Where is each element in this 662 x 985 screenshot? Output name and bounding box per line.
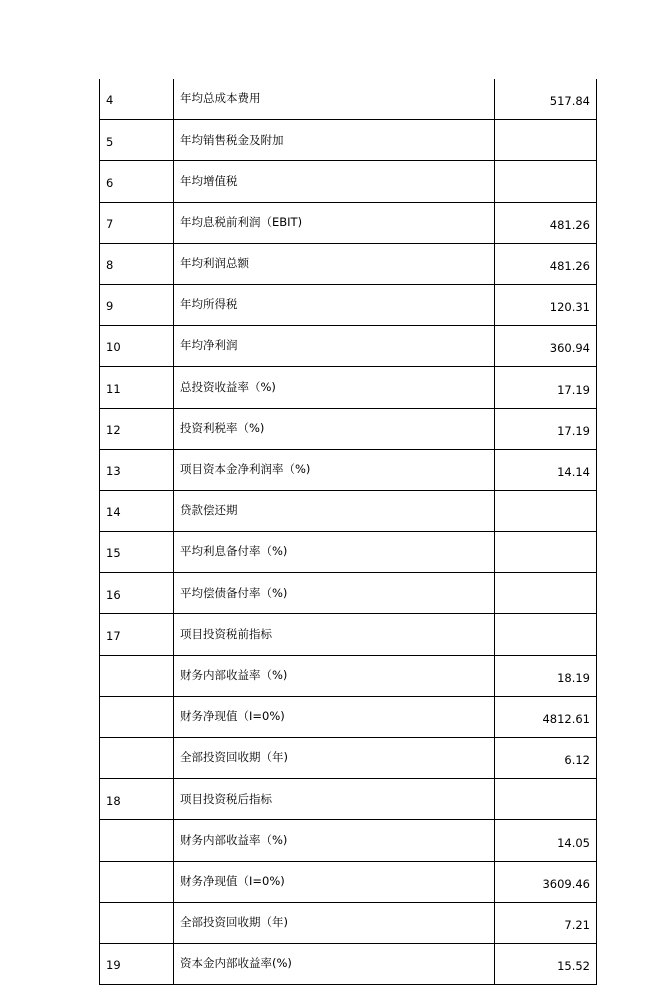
- row-number-cell: 11: [100, 367, 174, 408]
- row-value-cell: [495, 532, 597, 573]
- row-name-cell: 年均总成本费用: [174, 79, 495, 120]
- row-number-cell: 10: [100, 326, 174, 367]
- row-value-cell: 120.31: [495, 284, 597, 325]
- row-value-cell: 6.12: [495, 738, 597, 779]
- row-name-cell: 平均偿债备付率（%): [174, 573, 495, 614]
- table-row: [100, 408, 597, 449]
- table-row: [100, 696, 597, 737]
- row-number-cell: 4: [100, 79, 174, 120]
- row-number-cell: 18: [100, 779, 174, 820]
- row-value-cell: [495, 120, 597, 161]
- row-name-cell: 贷款偿还期: [174, 490, 495, 531]
- row-name-cell: 年均净利润: [174, 326, 495, 367]
- row-number-cell: 5: [100, 120, 174, 161]
- financial-indicators-table: [99, 79, 597, 985]
- row-value-cell: 481.26: [495, 202, 597, 243]
- row-name-cell: 年均增值税: [174, 161, 495, 202]
- row-value-cell: [495, 490, 597, 531]
- table-row: [100, 655, 597, 696]
- table-row: [100, 120, 597, 161]
- row-name-cell: 平均利息备付率（%): [174, 532, 495, 573]
- table-row: [100, 779, 597, 820]
- row-number-cell: 15: [100, 532, 174, 573]
- row-name-cell: 项目投资税后指标: [174, 779, 495, 820]
- table-row: [100, 79, 597, 120]
- table-row: [100, 820, 597, 861]
- table-row: [100, 243, 597, 284]
- row-name-cell: 年均销售税金及附加: [174, 120, 495, 161]
- row-value-cell: 481.26: [495, 243, 597, 284]
- table-row: [100, 490, 597, 531]
- row-value-cell: [495, 573, 597, 614]
- row-number-cell: [100, 738, 174, 779]
- table-row: [100, 326, 597, 367]
- row-name-cell: 总投资收益率（%): [174, 367, 495, 408]
- row-value-cell: [495, 161, 597, 202]
- row-value-cell: [495, 779, 597, 820]
- row-number-cell: 19: [100, 943, 174, 984]
- table-row: [100, 861, 597, 902]
- table-row: [100, 161, 597, 202]
- row-number-cell: 17: [100, 614, 174, 655]
- row-name-cell: 财务内部收益率（%): [174, 820, 495, 861]
- table-row: [100, 367, 597, 408]
- row-name-cell: 年均所得税: [174, 284, 495, 325]
- row-number-cell: [100, 861, 174, 902]
- row-name-cell: 财务净现值（I=0%): [174, 861, 495, 902]
- row-name-cell: 全部投资回收期（年): [174, 902, 495, 943]
- row-value-cell: 14.14: [495, 449, 597, 490]
- row-value-cell: 18.19: [495, 655, 597, 696]
- row-number-cell: [100, 655, 174, 696]
- row-name-cell: 项目投资税前指标: [174, 614, 495, 655]
- table-row: [100, 573, 597, 614]
- row-number-cell: 12: [100, 408, 174, 449]
- row-number-cell: [100, 820, 174, 861]
- row-number-cell: 9: [100, 284, 174, 325]
- row-name-cell: 投资利税率（%): [174, 408, 495, 449]
- table-row: [100, 449, 597, 490]
- table-row: [100, 738, 597, 779]
- row-value-cell: 17.19: [495, 408, 597, 449]
- row-name-cell: 财务内部收益率（%): [174, 655, 495, 696]
- row-value-cell: 15.52: [495, 943, 597, 984]
- table-row: [100, 532, 597, 573]
- table-body: [100, 79, 597, 985]
- row-value-cell: 360.94: [495, 326, 597, 367]
- row-value-cell: 517.84: [495, 79, 597, 120]
- row-number-cell: 16: [100, 573, 174, 614]
- table-row: [100, 202, 597, 243]
- row-value-cell: 14.05: [495, 820, 597, 861]
- row-value-cell: 3609.46: [495, 861, 597, 902]
- table-row: [100, 284, 597, 325]
- row-number-cell: 8: [100, 243, 174, 284]
- table-row: [100, 614, 597, 655]
- row-value-cell: 17.19: [495, 367, 597, 408]
- row-value-cell: 4812.61: [495, 696, 597, 737]
- row-number-cell: 7: [100, 202, 174, 243]
- row-name-cell: 资本金内部收益率(%): [174, 943, 495, 984]
- row-number-cell: 6: [100, 161, 174, 202]
- row-number-cell: [100, 696, 174, 737]
- row-name-cell: 全部投资回收期（年): [174, 738, 495, 779]
- row-value-cell: 7.21: [495, 902, 597, 943]
- row-number-cell: 13: [100, 449, 174, 490]
- row-name-cell: 项目资本金净利润率（%): [174, 449, 495, 490]
- row-name-cell: 年均息税前利润（EBIT): [174, 202, 495, 243]
- row-number-cell: 14: [100, 490, 174, 531]
- table-row: [100, 902, 597, 943]
- row-name-cell: 年均利润总额: [174, 243, 495, 284]
- row-name-cell: 财务净现值（I=0%): [174, 696, 495, 737]
- row-value-cell: [495, 614, 597, 655]
- table-row: [100, 943, 597, 984]
- row-number-cell: [100, 902, 174, 943]
